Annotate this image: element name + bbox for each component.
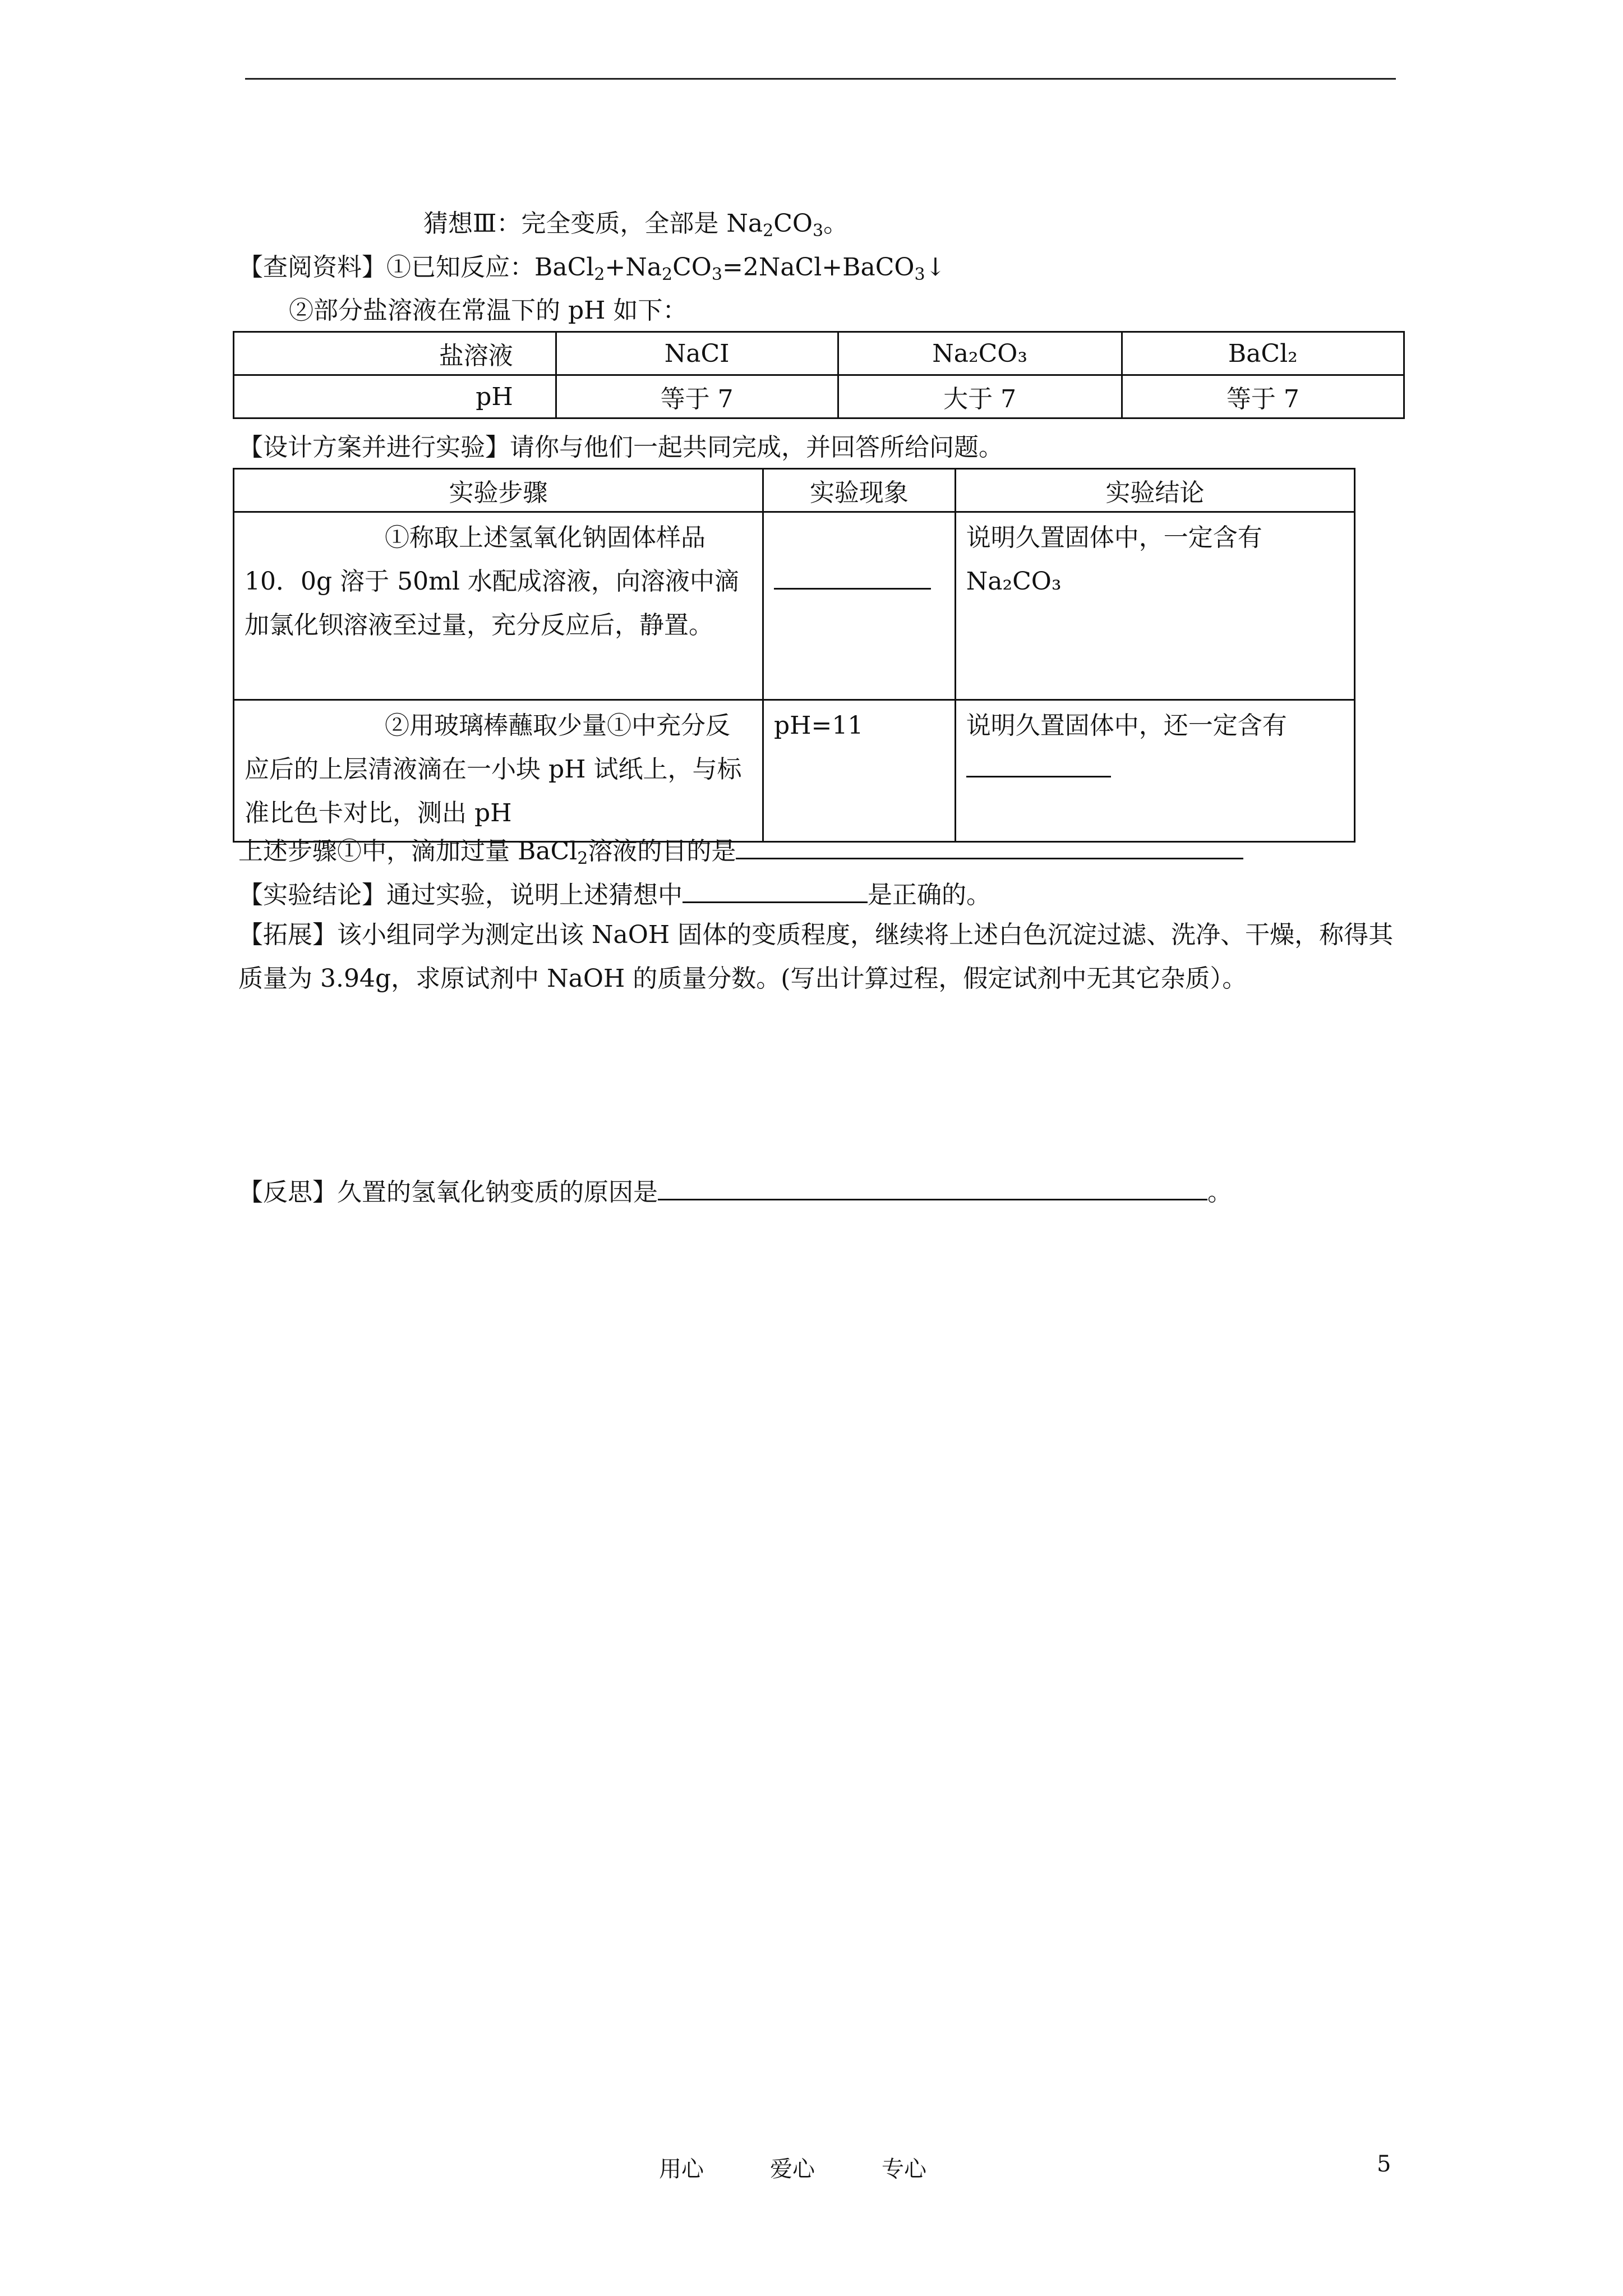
experiment-table-header-row — [234, 469, 1355, 512]
phenomenon-2: pH=11 — [763, 700, 956, 842]
conclusion-2: 说明久置固体中，还一定含有 — [955, 700, 1354, 842]
ph-table-salt: Na₂CO₃ — [838, 332, 1122, 375]
ph-table-header-label: 盐溶液 — [234, 332, 556, 375]
reflection-answer-blank[interactable] — [658, 1176, 1207, 1200]
step-2: ②用玻璃棒蘸取少量①中充分反应后的上层清液滴在一小块 pH 试纸上，与标准比色卡对比，测出 pH — [234, 700, 763, 842]
page-number: 5 — [1377, 2151, 1391, 2177]
conclusion-2-blank[interactable] — [966, 753, 1111, 777]
ph-table — [233, 331, 1405, 419]
ph-table-row-label: pH — [234, 375, 556, 418]
experiment-row-1 — [234, 512, 1355, 700]
ph-table-salt: BaCl₂ — [1122, 332, 1404, 375]
footer-word: 用心 — [659, 2156, 704, 2182]
reflection: 【反思】久置的氢氧化钠变质的原因是 。 — [238, 1175, 1232, 1211]
header-phenomenon: 实验现象 — [763, 469, 956, 512]
phenomenon-1-blank[interactable] — [774, 565, 931, 590]
ph-table-value: 等于 7 — [1122, 375, 1404, 418]
ph-table-value-row — [234, 375, 1404, 418]
hypothesis-answer-blank[interactable] — [683, 879, 868, 903]
ph-table-value: 等于 7 — [556, 375, 838, 418]
header-conclusion: 实验结论 — [955, 469, 1354, 512]
extension-paragraph: 【拓展】该小组同学为测定出该 NaOH 固体的变质程度，继续将上述白色沉淀过滤、洗净、干燥，称得其质量为 3.94g，求原试剂中 NaOH 的质量分数。(写出计算过程，假定试剂中无其它杂质）。 — [238, 921, 1394, 993]
ph-table-value: 大于 7 — [838, 375, 1122, 418]
hypothesis-3: 猜想Ⅲ：完全变质，全部是 $Na_2CO_3$。 — [423, 209, 849, 241]
step-1: ①称取上述氢氧化钠固体样品 10．0g 溶于 50ml 水配成溶液，向溶液中滴加氯化钡溶液至过量，充分反应后，静置。 — [234, 512, 763, 700]
phenomenon-1 — [763, 512, 956, 700]
purpose-answer-blank[interactable] — [736, 835, 1243, 859]
question-bacl2-purpose: 上述步骤①中，滴加过量 BaCl$_2$溶液的目的是 — [238, 834, 1243, 869]
footer-word: 爱心 — [770, 2156, 815, 2182]
reference-item-1: 【查阅资料】①已知反应：$BaCl_2+Na_2CO_3=2NaCl+BaCO_3↓$ — [238, 253, 946, 284]
design-heading: 【设计方案并进行实验】请你与他们一起共同完成，并回答所给问题。 — [238, 433, 1003, 462]
experiment-conclusion: 【实验结论】通过实验，说明上述猜想中 是正确的。 — [238, 877, 991, 913]
footer-word: 专心 — [882, 2156, 926, 2182]
reference-item-2: ②部分盐溶液在常温下的 pH 如下： — [289, 296, 688, 325]
ph-table-header-row — [234, 332, 1404, 375]
experiment-table — [233, 468, 1355, 843]
conclusion-1: 说明久置固体中，一定含有 Na₂CO₃ — [955, 512, 1354, 700]
header-rule — [245, 78, 1396, 80]
header-steps: 实验步骤 — [234, 469, 763, 512]
ph-table-salt: NaCI — [556, 332, 838, 375]
experiment-row-2 — [234, 700, 1355, 842]
